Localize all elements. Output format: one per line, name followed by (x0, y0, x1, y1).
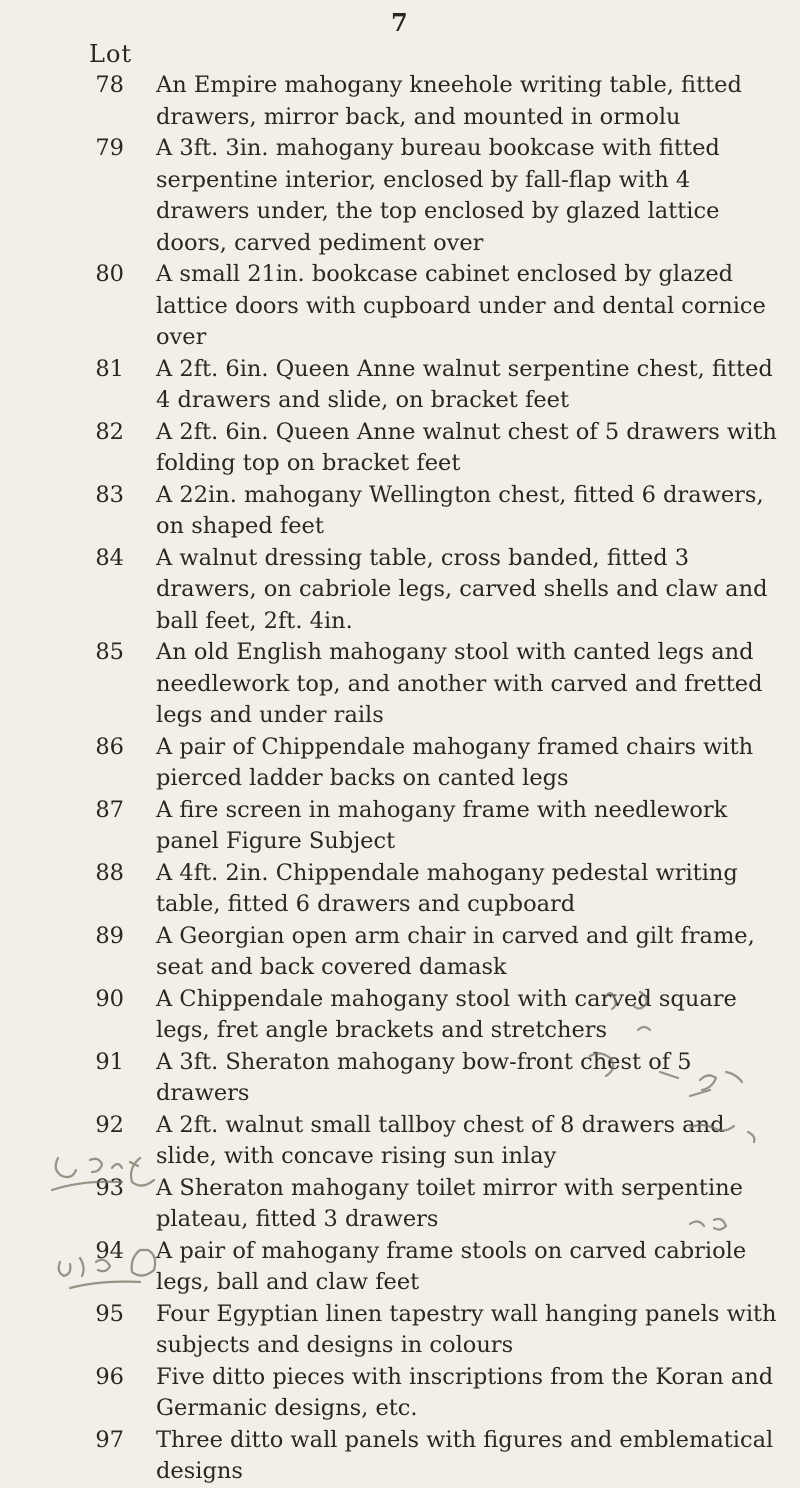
lot-number: 96 (95, 1363, 124, 1390)
lot-number: 81 (95, 355, 124, 382)
lot-entry (0, 732, 800, 795)
lot-number: 87 (95, 796, 124, 823)
lot-number: 83 (95, 481, 124, 508)
lot-number: 92 (95, 1111, 124, 1138)
lot-description: A 2ft. walnut small tallboy chest of 8 drawers and slide, with concave rising sun inlay (156, 1111, 725, 1169)
lot-number: 80 (95, 261, 124, 287)
page-number: 7 (391, 8, 408, 37)
lot-entry (0, 70, 800, 133)
lot-entry (0, 480, 800, 543)
lot-number: 88 (95, 859, 124, 886)
lot-entry (0, 133, 800, 259)
lot-description: A fire screen in mahogany frame with needlework panel Figure Subject (156, 796, 728, 854)
lot-number: 97 (95, 1426, 124, 1453)
lot-entry (0, 1110, 800, 1173)
lot-number: 84 (95, 544, 124, 571)
lot-number: 78 (95, 72, 124, 98)
lot-description: Five ditto pieces with inscriptions from the Koran and Germanic designs, etc. (156, 1363, 774, 1421)
lot-entry (0, 1236, 800, 1299)
lot-description: A 4ft. 2in. Chippendale mahogany pedestal writing table, fitted 6 drawers and cupboard (156, 859, 738, 917)
lot-number: 86 (95, 733, 124, 760)
lot-description: An old English mahogany stool with canted legs and needlework top, and another with carved and fretted legs and under rails (156, 639, 763, 728)
lot-entry (0, 543, 800, 638)
lot-column-header: Lot (89, 40, 133, 68)
lot-entry (0, 1425, 800, 1488)
lot-entry (0, 417, 800, 480)
lot-entry (0, 259, 800, 354)
lot-entry (0, 984, 800, 1047)
lot-description: A 3ft. Sheraton mahogany bow-front chest of 5 drawers (156, 1048, 692, 1106)
lot-entry (0, 1362, 800, 1425)
lot-number: 89 (95, 922, 124, 949)
lot-entry (0, 921, 800, 984)
lot-description: A Georgian open arm chair in carved and gilt frame, seat and back covered damask (156, 922, 755, 980)
lot-entry (0, 858, 800, 921)
lot-description: A pair of mahogany frame stools on carved cabriole legs, ball and claw feet (156, 1237, 747, 1295)
lot-description: An Empire mahogany kneehole writing table, fitted drawers, mirror back, and mounted in ormolu (156, 72, 742, 130)
lot-description: A Chippendale mahogany stool with carved square legs, fret angle brackets and stretchers (156, 985, 737, 1043)
lot-entry (0, 1173, 800, 1236)
lot-number: 79 (95, 135, 124, 161)
lot-number: 90 (95, 985, 124, 1012)
lot-description: A small 21in. bookcase cabinet enclosed by glazed lattice doors with cupboard under and dental cornice over (156, 261, 766, 350)
lot-number: 95 (95, 1300, 124, 1327)
lot-number: 85 (95, 639, 124, 665)
lot-description: A 2ft. 6in. Queen Anne walnut chest of 5 drawers with folding top on bracket feet (156, 418, 777, 476)
lot-description: A pair of Chippendale mahogany framed chairs with pierced ladder backs on canted legs (156, 733, 754, 791)
lot-entry (0, 354, 800, 417)
lot-number: 93 (95, 1174, 124, 1201)
lot-description: A 3ft. 3in. mahogany bureau bookcase with fitted serpentine interior, enclosed by fall-flap with 4 drawers under, the top enclosed by glazed lattice doors, carved pediment over (156, 135, 720, 256)
lot-description: A 2ft. 6in. Queen Anne walnut serpentine chest, fitted 4 drawers and slide, on bracket feet (156, 355, 773, 413)
lot-number: 82 (95, 418, 124, 445)
lot-list (0, 70, 800, 1488)
lot-description: A walnut dressing table, cross banded, fitted 3 drawers, on cabriole legs, carved shells and claw and ball feet, 2ft. 4in. (156, 544, 768, 634)
lot-entry (0, 1299, 800, 1362)
lot-description: Three ditto wall panels with figures and emblematical designs (156, 1426, 774, 1484)
lot-description: A 22in. mahogany Wellington chest, fitted 6 drawers, on shaped feet (156, 481, 764, 539)
lot-entry (0, 1047, 800, 1110)
lot-number: 91 (95, 1048, 124, 1075)
lot-number: 94 (95, 1237, 124, 1264)
lot-entry (0, 795, 800, 858)
lot-entry (0, 637, 800, 732)
lot-description: Four Egyptian linen tapestry wall hanging panels with subjects and designs in colours (156, 1300, 777, 1358)
lot-description: A Sheraton mahogany toilet mirror with serpentine plateau, fitted 3 drawers (156, 1174, 743, 1232)
